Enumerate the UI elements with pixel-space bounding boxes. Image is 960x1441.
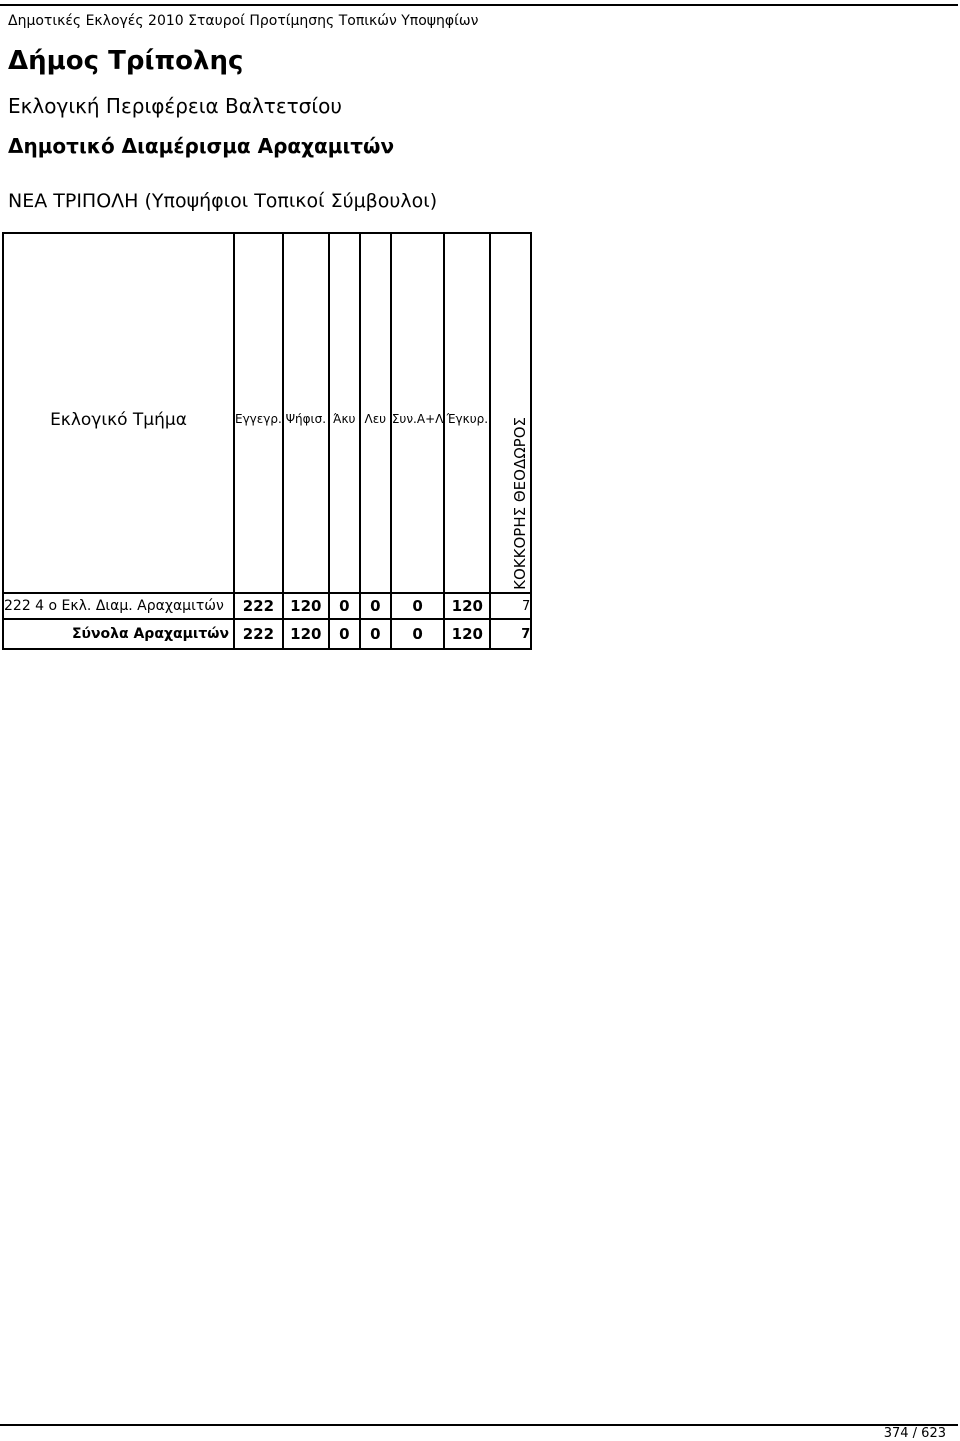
- cell-valid: 120: [444, 593, 490, 619]
- column-header-candidate: [490, 233, 531, 593]
- column-header-blank: Λευ: [360, 233, 391, 593]
- column-header-department: Εκλογικό Τμήμα: [3, 233, 234, 593]
- results-table: [2, 232, 532, 650]
- cell-department: 222 4 ο Εκλ. Διαμ. Αραχαμιτών: [3, 593, 234, 619]
- cell-sum-invalid-blank: 0: [391, 593, 445, 619]
- region-heading: Εκλογική Περιφέρεια Βαλτετσίου: [8, 94, 342, 118]
- total-invalid: 0: [329, 619, 360, 649]
- total-registered: 222: [234, 619, 283, 649]
- column-header-invalid: Άκυ: [329, 233, 360, 593]
- page-number: 374 / 623: [883, 1426, 946, 1441]
- municipality-heading: Δήμος Τρίπολης: [8, 46, 244, 76]
- totals-label: Σύνολα Αραχαμιτών: [3, 619, 234, 649]
- column-header-sum-invalid-blank: Συν.Α+Λ: [391, 233, 445, 593]
- list-heading: ΝΕΑ ΤΡΙΠΟΛΗ (Υποψήφιοι Τοπικοί Σύμβουλοι): [8, 190, 438, 212]
- total-candidate-votes: 7: [490, 619, 531, 649]
- cell-candidate-votes: 7: [490, 593, 531, 619]
- cell-blank: 0: [360, 593, 391, 619]
- total-voted: 120: [283, 619, 329, 649]
- column-header-valid: Έγκυρ.: [444, 233, 490, 593]
- total-valid: 120: [444, 619, 490, 649]
- top-rule: [0, 4, 958, 6]
- candidate-name: ΚΟΚΚΟΡΗΣ ΘΕΟΔΩΡΟΣ: [511, 417, 530, 590]
- document-title: Δημοτικές Εκλογές 2010 Σταυροί Προτίμησης Τοπικών Υποψηφίων: [8, 13, 479, 29]
- bottom-rule: [0, 1424, 958, 1426]
- table-row: [3, 593, 531, 619]
- cell-registered: 222: [234, 593, 283, 619]
- cell-invalid: 0: [329, 593, 360, 619]
- cell-voted: 120: [283, 593, 329, 619]
- district-heading: Δημοτικό Διαμέρισμα Αραχαμιτών: [8, 134, 395, 158]
- total-blank: 0: [360, 619, 391, 649]
- column-header-registered: Εγγεγρ.: [234, 233, 283, 593]
- column-header-voted: Ψήφισ.: [283, 233, 329, 593]
- total-sum-invalid-blank: 0: [391, 619, 445, 649]
- header-row: [3, 233, 531, 593]
- totals-row: [3, 619, 531, 649]
